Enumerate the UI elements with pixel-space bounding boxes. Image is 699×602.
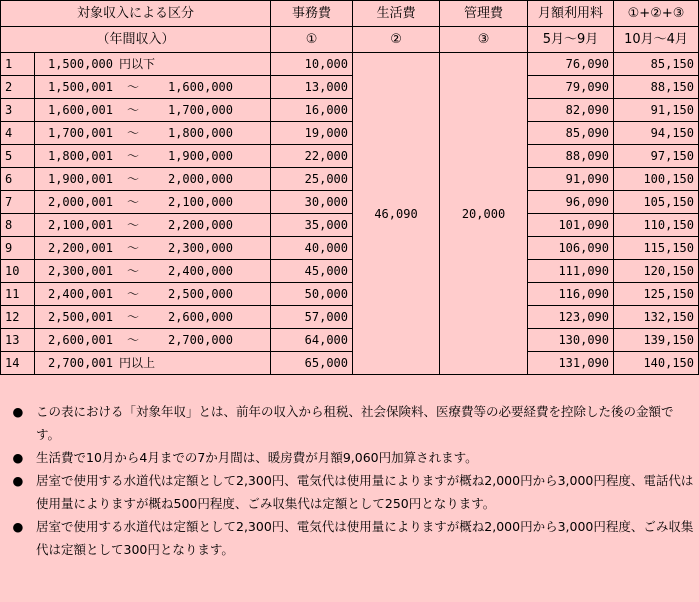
income-range: [35, 122, 271, 145]
row-number: 1: [1, 53, 35, 76]
monthly-formula-header: ①+②+③: [614, 1, 699, 27]
income-from: 2,600,001: [47, 333, 113, 347]
monthly-fee-winter: 88,150: [614, 76, 699, 99]
income-from: 1,900,001: [47, 172, 113, 186]
range-separator: ～: [126, 126, 139, 140]
income-from: 1,700,001: [47, 126, 113, 140]
row-number: 8: [1, 214, 35, 237]
monthly-fee-winter: 140,150: [614, 352, 699, 375]
note-text: この表における「対象年収」とは、前年の収入から租税、社会保険料、医療費等の必要経費を控除した後の金額です。: [36, 404, 674, 442]
income-to: 1,600,000: [167, 80, 233, 94]
office-fee-cell: 22,000: [271, 145, 353, 168]
management-fee-value: 20,000: [440, 53, 528, 375]
monthly-fee-summer: 91,090: [528, 168, 614, 191]
range-separator: ～: [126, 287, 139, 301]
monthly-fee-summer: 85,090: [528, 122, 614, 145]
office-fee-cell: 25,000: [271, 168, 353, 191]
range-separator: ～: [126, 264, 139, 278]
row-number: 6: [1, 168, 35, 191]
row-number: 4: [1, 122, 35, 145]
note-item: [0, 469, 699, 515]
income-to: 2,700,000: [167, 333, 233, 347]
monthly-fee-winter: 110,150: [614, 214, 699, 237]
income-to: 2,500,000: [167, 287, 233, 301]
office-fee-cell: 19,000: [271, 122, 353, 145]
office-fee-cell: 64,000: [271, 329, 353, 352]
office-fee-header: 事務費: [271, 1, 353, 27]
row-number: 13: [1, 329, 35, 352]
monthly-fee-summer: 130,090: [528, 329, 614, 352]
row-number: 14: [1, 352, 35, 375]
range-separator: ～: [126, 218, 139, 232]
income-range: [35, 145, 271, 168]
income-from: 2,400,001: [47, 287, 113, 301]
monthly-fee-header: 月額利用料: [528, 1, 614, 27]
table-row: [1, 306, 699, 329]
fee-table-body: [1, 53, 699, 375]
table-row: [1, 99, 699, 122]
monthly-fee-winter: 94,150: [614, 122, 699, 145]
range-separator: ～: [126, 172, 139, 186]
bullet-icon: ●: [12, 519, 24, 534]
monthly-fee-summer: 96,090: [528, 191, 614, 214]
row-number: 12: [1, 306, 35, 329]
office-fee-mark: ①: [271, 27, 353, 53]
income-from: 2,700,001: [47, 356, 113, 370]
bullet-icon: ●: [12, 404, 24, 419]
monthly-fee-winter: 125,150: [614, 283, 699, 306]
notes-list: [0, 400, 699, 561]
income-from: 2,000,001: [47, 195, 113, 209]
range-separator: ～: [126, 103, 139, 117]
bullet-icon: ●: [12, 450, 24, 465]
management-fee-header: 管理費: [440, 1, 528, 27]
office-fee-cell: 10,000: [271, 53, 353, 76]
row-number: 9: [1, 237, 35, 260]
note-text: 居室で使用する水道代は定額として2,300円、電気代は使用量によりますが概ね2,000円から3,000円程度、ごみ収集代は定額として300円となります。: [36, 519, 694, 557]
annual-income-header: （年間収入）: [1, 27, 271, 53]
office-fee-cell: 35,000: [271, 214, 353, 237]
note-text: 居室で使用する水道代は定額として2,300円、電気代は使用量によりますが概ね2,000円から3,000円程度、電話代は使用量によりますが概ね500円程度、ごみ収集代は定額として250円となります。: [36, 473, 694, 511]
income-limit-label: 円以上: [119, 356, 156, 370]
income-to: 2,000,000: [167, 172, 233, 186]
office-fee-cell: 40,000: [271, 237, 353, 260]
income-from: 1,500,001: [47, 80, 113, 94]
monthly-fee-summer: 131,090: [528, 352, 614, 375]
income-to: 1,700,000: [167, 103, 233, 117]
monthly-fee-winter: 97,150: [614, 145, 699, 168]
monthly-fee-summer: 88,090: [528, 145, 614, 168]
monthly-fee-summer: 116,090: [528, 283, 614, 306]
monthly-fee-winter: 105,150: [614, 191, 699, 214]
table-row: [1, 260, 699, 283]
income-limit-label: 円以下: [119, 57, 156, 71]
income-from: 1,800,001: [47, 149, 113, 163]
monthly-fee-winter: 139,150: [614, 329, 699, 352]
income-range: [35, 99, 271, 122]
income-from: 2,100,001: [47, 218, 113, 232]
header-row-2: [1, 27, 699, 53]
monthly-fee-summer: 101,090: [528, 214, 614, 237]
income-to: 1,800,000: [167, 126, 233, 140]
table-row: [1, 122, 699, 145]
income-range: [35, 260, 271, 283]
table-row: [1, 283, 699, 306]
range-separator: ～: [126, 80, 139, 94]
office-fee-cell: 13,000: [271, 76, 353, 99]
monthly-fee-summer: 79,090: [528, 76, 614, 99]
period-winter-header: 10月～4月: [614, 27, 699, 53]
living-fee-header: 生活費: [353, 1, 440, 27]
income-from: 1,500,000: [47, 57, 113, 71]
office-fee-cell: 45,000: [271, 260, 353, 283]
table-row: [1, 191, 699, 214]
table-row: [1, 352, 699, 375]
range-separator: ～: [126, 310, 139, 324]
income-to: 2,300,000: [167, 241, 233, 255]
office-fee-cell: 30,000: [271, 191, 353, 214]
income-range: [35, 76, 271, 99]
income-to: 2,100,000: [167, 195, 233, 209]
monthly-fee-summer: 82,090: [528, 99, 614, 122]
table-row: [1, 145, 699, 168]
management-fee-mark: ③: [440, 27, 528, 53]
note-item: [0, 400, 699, 446]
header-row-1: [1, 1, 699, 27]
income-range: [35, 53, 271, 76]
note-item: [0, 515, 699, 561]
income-from: 1,600,001: [47, 103, 113, 117]
office-fee-cell: 50,000: [271, 283, 353, 306]
monthly-fee-winter: 91,150: [614, 99, 699, 122]
monthly-fee-summer: 123,090: [528, 306, 614, 329]
income-range: [35, 283, 271, 306]
income-to: 2,200,000: [167, 218, 233, 232]
income-to: 2,600,000: [167, 310, 233, 324]
range-separator: ～: [126, 195, 139, 209]
monthly-fee-summer: 111,090: [528, 260, 614, 283]
income-from: 2,200,001: [47, 241, 113, 255]
monthly-fee-winter: 132,150: [614, 306, 699, 329]
income-to: 2,400,000: [167, 264, 233, 278]
income-range: [35, 237, 271, 260]
row-number: 10: [1, 260, 35, 283]
note-item: [0, 446, 699, 469]
monthly-fee-winter: 115,150: [614, 237, 699, 260]
living-fee-value: 46,090: [353, 53, 440, 375]
living-fee-mark: ②: [353, 27, 440, 53]
income-from: 2,500,001: [47, 310, 113, 324]
income-range: [35, 214, 271, 237]
monthly-fee-summer: 106,090: [528, 237, 614, 260]
table-row: [1, 214, 699, 237]
range-separator: ～: [126, 241, 139, 255]
bullet-icon: ●: [12, 473, 24, 488]
table-row: [1, 168, 699, 191]
table-row: [1, 329, 699, 352]
office-fee-cell: 57,000: [271, 306, 353, 329]
monthly-fee-summer: 76,090: [528, 53, 614, 76]
period-summer-header: 5月～9月: [528, 27, 614, 53]
range-separator: ～: [126, 149, 139, 163]
monthly-fee-winter: 100,150: [614, 168, 699, 191]
table-row: [1, 76, 699, 99]
range-separator: ～: [126, 333, 139, 347]
income-class-header: 対象収入による区分: [1, 1, 271, 27]
row-number: 2: [1, 76, 35, 99]
monthly-fee-winter: 120,150: [614, 260, 699, 283]
table-row: [1, 53, 699, 76]
income-from: 2,300,001: [47, 264, 113, 278]
monthly-fee-winter: 85,150: [614, 53, 699, 76]
income-range: [35, 191, 271, 214]
income-range: [35, 352, 271, 375]
row-number: 7: [1, 191, 35, 214]
office-fee-cell: 16,000: [271, 99, 353, 122]
row-number: 11: [1, 283, 35, 306]
row-number: 5: [1, 145, 35, 168]
table-row: [1, 237, 699, 260]
income-range: [35, 306, 271, 329]
note-text: 生活費で10月から4月までの7か月間は、暖房費が月額9,060円加算されます。: [36, 450, 478, 465]
office-fee-cell: 65,000: [271, 352, 353, 375]
income-range: [35, 329, 271, 352]
income-range: [35, 168, 271, 191]
row-number: 3: [1, 99, 35, 122]
income-to: 1,900,000: [167, 149, 233, 163]
